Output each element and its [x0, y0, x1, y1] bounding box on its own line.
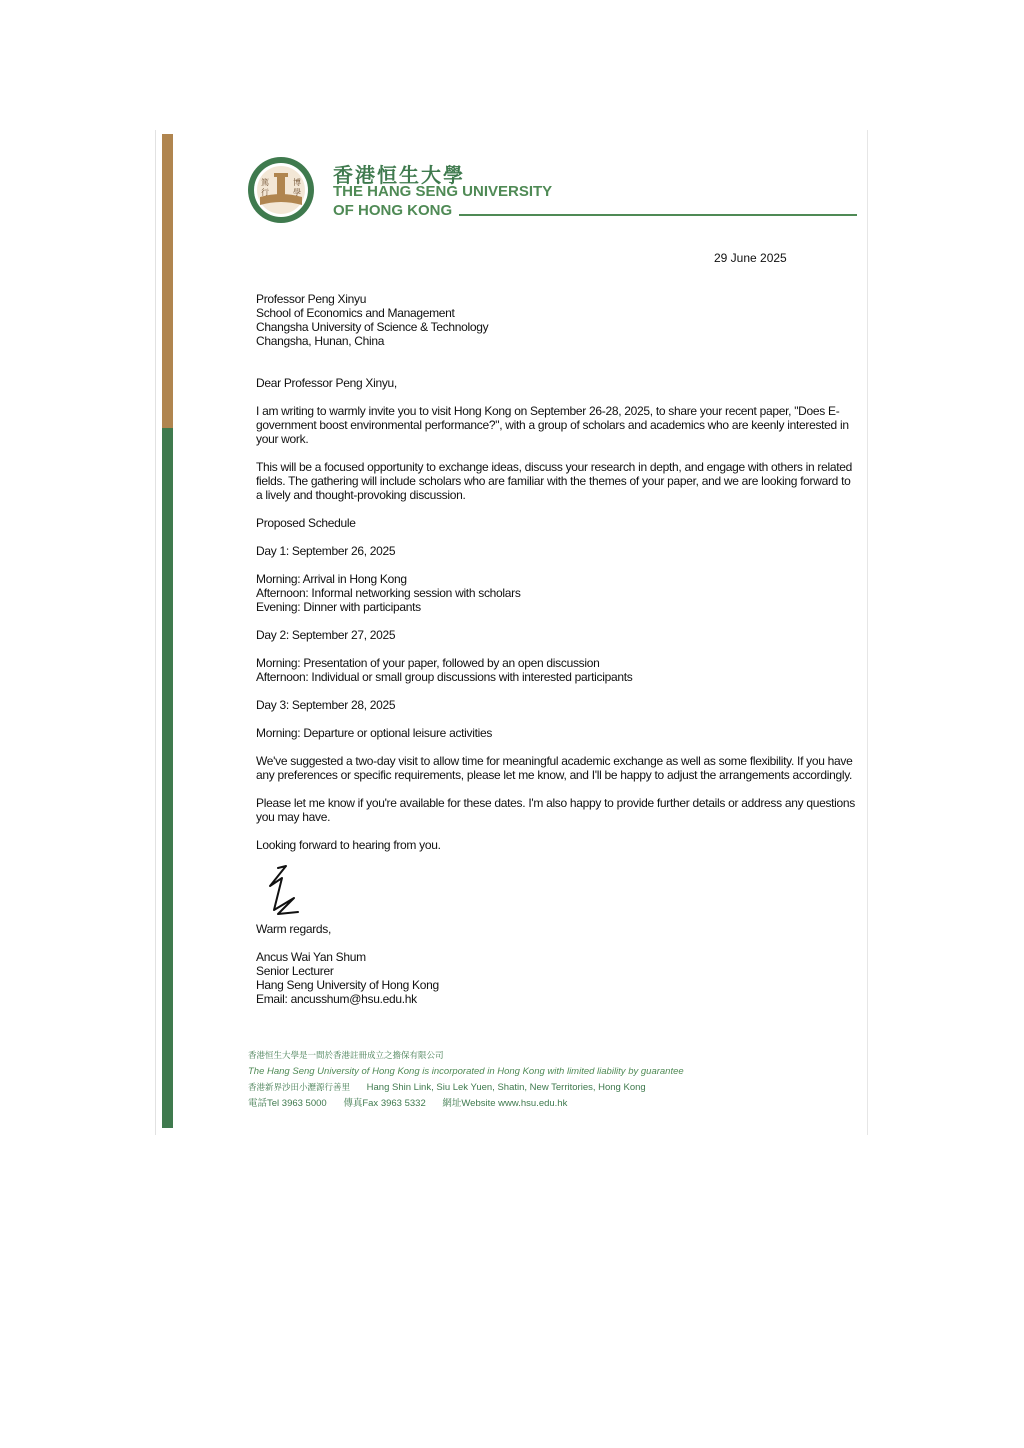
day1-title: Day 1: September 26, 2025 — [256, 544, 396, 558]
footer-address-en: Hang Shin Link, Siu Lek Yuen, Shatin, New Territories, Hong Kong — [366, 1082, 646, 1093]
schedule-item: Evening: Dinner with participants — [256, 600, 421, 614]
closing-line: Looking forward to hearing from you. — [256, 838, 441, 852]
recipient-line: Professor Peng Xinyu — [256, 292, 367, 306]
svg-text:行: 行 — [261, 188, 269, 197]
schedule-item: Morning: Departure or optional leisure activities — [256, 726, 493, 740]
day1-items — [256, 572, 856, 614]
recipient-line: Changsha University of Science & Technology — [256, 320, 489, 334]
page-edge-right — [867, 130, 868, 1135]
handwritten-signature — [264, 864, 300, 916]
schedule-item: Afternoon: Informal networking session with scholars — [256, 586, 521, 600]
footer-fax: 傳真Fax 3963 5332 — [343, 1098, 426, 1109]
letterhead-gold-bar — [162, 134, 173, 428]
footer-address-zh: 香港新界沙田小瀝源行善里 — [248, 1083, 351, 1093]
paragraph-availability: Please let me know if you're available for these dates. I'm also happy to provide further details or address any questions you may have. — [256, 796, 855, 824]
day3-items — [256, 726, 856, 740]
footer-address — [248, 1080, 684, 1096]
footer-tel: 電話Tel 3963 5000 — [248, 1098, 327, 1109]
svg-text:博: 博 — [293, 178, 301, 187]
paragraph-flexibility: We've suggested a two-day visit to allow time for meaningful academic exchange as well as some flexibility. If you have any preferences or specific requirements, please let me know, and I'll be happy to adjust the arrangements accordingly. — [256, 754, 853, 782]
paragraph-purpose: This will be a focused opportunity to exchange ideas, discuss your research in depth, and engage with others in related fields. The gathering will include scholars who are familiar with the themes of your paper, and we are looking forward to a lively and thought-provoking discussion. — [256, 460, 853, 502]
letterhead-rule — [459, 214, 857, 216]
page-edge-left — [155, 130, 156, 1135]
svg-text:學: 學 — [293, 188, 301, 197]
letterhead-footer — [248, 1048, 684, 1112]
salutation: Dear Professor Peng Xinyu, — [256, 376, 397, 390]
sign-off: Warm regards, — [256, 922, 332, 936]
schedule-item: Morning: Arrival in Hong Kong — [256, 572, 407, 586]
day3-title: Day 3: September 28, 2025 — [256, 698, 396, 712]
university-name-chinese: 香港恒生大學 — [333, 163, 465, 187]
signatory-name: Ancus Wai Yan Shum — [256, 950, 366, 964]
recipient-block — [256, 292, 856, 348]
day2-title: Day 2: September 27, 2025 — [256, 628, 396, 642]
letter-date: 29 June 2025 — [714, 251, 787, 265]
day2-items — [256, 656, 856, 684]
footer-incorporation-en: The Hang Seng University of Hong Kong is incorporated in Hong Kong with limited liability by guarantee — [248, 1066, 684, 1077]
letterhead-green-bar — [162, 428, 173, 1128]
recipient-line: School of Economics and Management — [256, 306, 455, 320]
signatory-title: Senior Lecturer — [256, 964, 334, 978]
university-name-line1: THE HANG SENG UNIVERSITY — [333, 183, 553, 200]
footer-website: 網址Website www.hsu.edu.hk — [442, 1098, 568, 1109]
signatory-block — [256, 950, 856, 1006]
university-name-line2: OF HONG KONG — [333, 202, 453, 219]
recipient-line: Changsha, Hunan, China — [256, 334, 385, 348]
footer-contact — [248, 1096, 684, 1112]
letter-body — [256, 292, 856, 1006]
schedule-item: Morning: Presentation of your paper, followed by an open discussion — [256, 656, 600, 670]
footer-incorporation-zh: 香港恒生大學是一間於香港註冊成立之擔保有限公司 — [248, 1051, 444, 1061]
svg-text:篤: 篤 — [261, 178, 269, 187]
schedule-heading: Proposed Schedule — [256, 516, 356, 530]
university-logo-icon — [246, 155, 316, 225]
paragraph-invitation: I am writing to warmly invite you to visit Hong Kong on September 26-28, 2025, to share your recent paper, "Does E-government boost environmental performance?", with a group of scholars and academics who are keenly interested in your work. — [256, 404, 849, 446]
signatory-email: Email: ancusshum@hsu.edu.hk — [256, 992, 417, 1006]
signatory-institution: Hang Seng University of Hong Kong — [256, 978, 439, 992]
schedule-item: Afternoon: Individual or small group discussions with interested participants — [256, 670, 633, 684]
